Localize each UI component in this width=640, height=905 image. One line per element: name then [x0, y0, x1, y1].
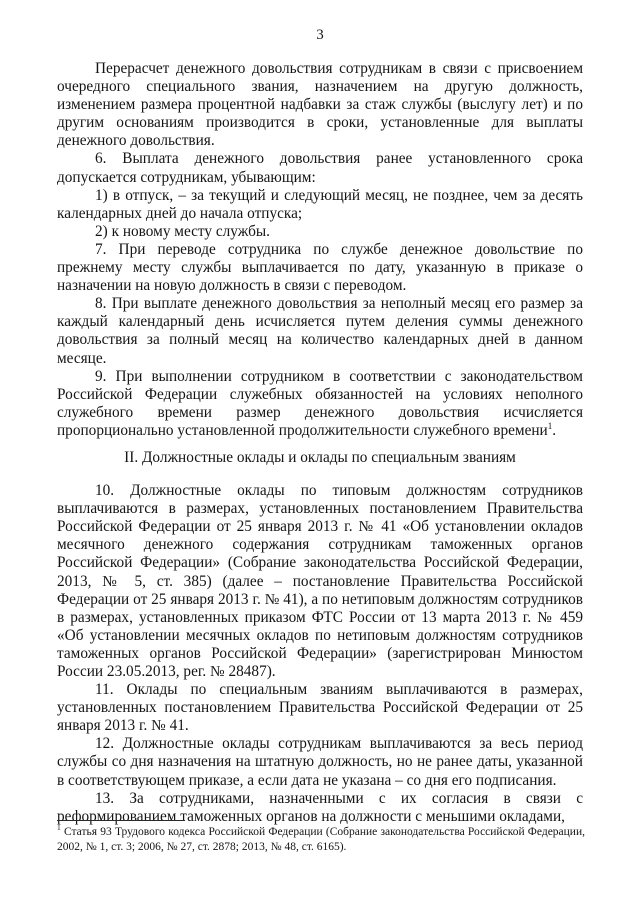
footnote-reference-mark: 1: [547, 420, 553, 431]
footnote-marker: 1: [57, 823, 61, 833]
paragraph-12: 12. Должностные оклады сотрудникам выплачиваются за весь период службы со дня назначения на штатную должность, но не ранее даты, указанной в соответствующем приказе, а если дата не указана – со дня его подписания.: [57, 735, 583, 789]
paragraph-11: 11. Оклады по специальным званиям выплачиваются в размерах, установленных постановлением Правительства Российской Федерации от 25 января 2013 г. № 41.: [57, 681, 583, 735]
paragraph-recalculation: Перерасчет денежного довольствия сотрудникам в связи с присвоением очередного специального звания, назначением на другую должность, изменением размера процентной надбавки за стаж службы (выслугу лет) и по другим основаниям производится в сроки, установленные для выплаты денежного довольствия.: [57, 60, 583, 150]
paragraph-13: 13. За сотрудниками, назначенными с их согласия в связи с реформированием таможенных органов на должности с меньшими окладами,: [57, 789, 583, 825]
footnote-text: Статья 93 Трудового кодекса Российской Федерации (Собрание законодательства Российской Федерации, 2002, № 1, ст. 3; 2006, № 27, ст. 2878; 2013, № 48, ст. 6165).: [57, 826, 585, 853]
page-body: [57, 60, 583, 826]
footnote-text-line: [57, 825, 585, 854]
paragraph-10: 10. Должностные оклады по типовым должностям сотрудников выплачиваются в размерах, установленных постановлением Правительства Российской Федерации от 25 января 2013 г. № 41 «Об установлении окладов месячного денежного содержания сотрудникам таможенных органов Российской Федерации» (Собрание законодательства Российской Федерации, 2013, № 5, ст. 385) (далее – постановление Правительства Российской Федерации от 25 января 2013 г. № 41), а по нетиповым должностям сотрудников в размерах, установленных приказом ФТС России от 13 марта 2013 г. № 459 «Об установлении месячных окладов по нетиповым должностям сотрудников таможенных органов Российской Федерации» (зарегистрирован Минюстом России 23.05.2013, рег. № 28487).: [57, 482, 583, 680]
list-item-1: 1) в отпуск, – за текущий и следующий месяц, не позднее, чем за десять календарных дней до начала отпуска;: [57, 186, 583, 222]
footnote-separator-rule: [57, 820, 185, 821]
page-number: 3: [316, 27, 324, 43]
paragraph-9: [57, 368, 583, 440]
paragraph-8: 8. При выплате денежного довольствия за неполный месяц его размер за каждый календарный день исчисляется путем деления суммы денежного довольствия за полный месяц на количество календарных дней в данном месяце.: [57, 295, 583, 367]
paragraph-9-period: .: [552, 421, 557, 439]
section-heading: II. Должностные оклады и оклады по специальным званиям: [124, 448, 516, 466]
paragraph-7: 7. При переводе сотрудника по службе денежное довольствие по прежнему месту службы выплачивается по дату, указанную в приказе о назначении на новую должность в связи с переводом.: [57, 240, 583, 295]
paragraph-9-text: 9. При выполнении сотрудником в соответствии с законодательством Российской Федерации служебных обязанностей на условиях неполного служебного времени размер денежного довольствия исчисляется пропорционально установленной продолжительности служебного времени: [57, 367, 583, 439]
footnote-block: [57, 820, 585, 854]
paragraph-6: 6. Выплата денежного довольствия ранее установленного срока допускается сотрудникам, убывающим:: [57, 150, 583, 186]
list-item-2: 2) к новому месту службы.: [95, 222, 271, 240]
